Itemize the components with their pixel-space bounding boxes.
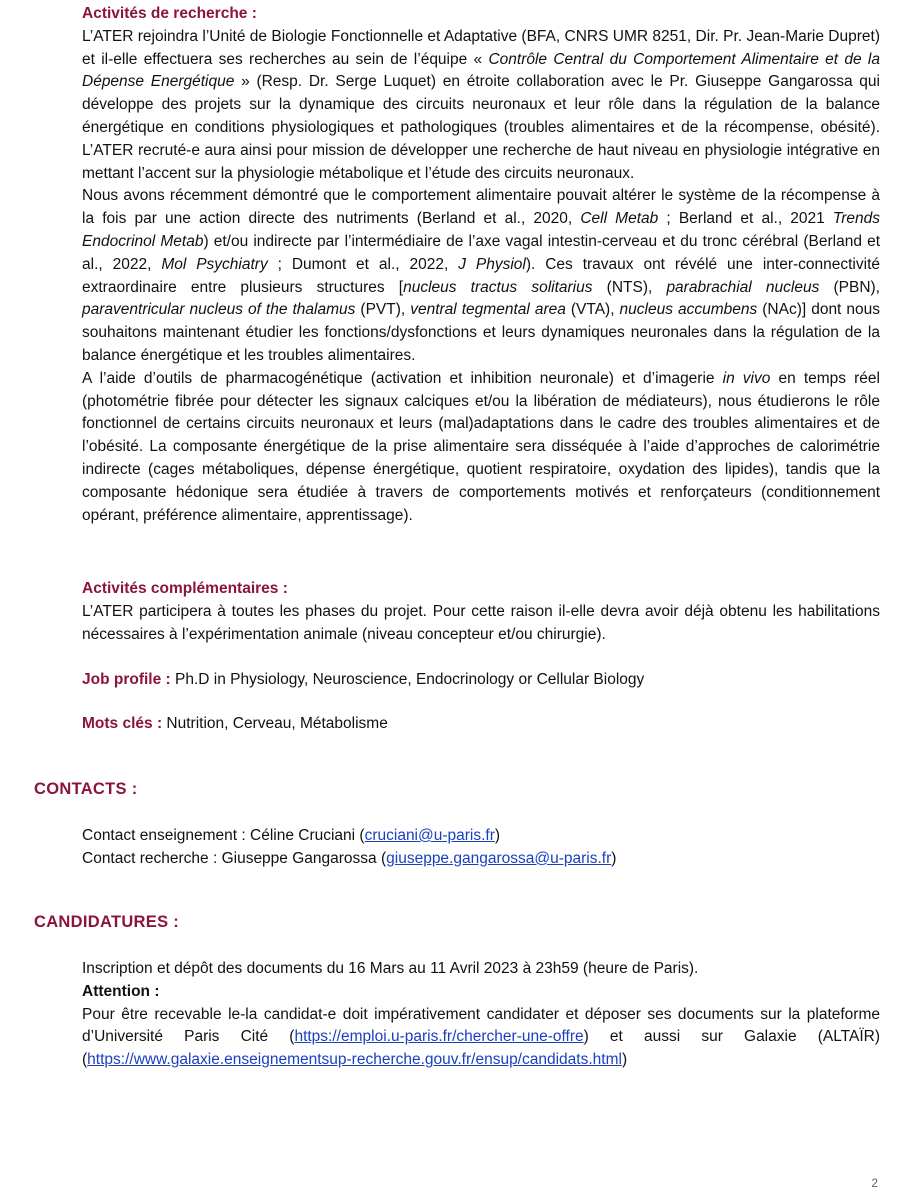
text-run: (NTS), xyxy=(592,278,667,296)
text-run: (VTA), xyxy=(565,301,620,319)
italic-text-run: in vivo xyxy=(722,369,771,387)
text-run: L’ATER rejoindra l’Unité de Biologie Fonctionnelle et Adaptative (BFA, CNRS UMR 8251, Dir. Pr. Jean-Marie Dupret) et il-elle effectuera ses recherches au sein de l’équipe « xyxy=(82,27,880,68)
italic-text-run: parabrachial nucleus xyxy=(666,278,820,296)
text-run: ; Berland et al., 2021 xyxy=(658,210,833,228)
italic-text-run: J Physiol xyxy=(458,255,526,273)
contact-research-email-link[interactable]: giuseppe.gangarossa@u-paris.fr xyxy=(386,849,612,867)
text-run: (PVT), xyxy=(355,301,411,319)
keywords-text: Nutrition, Cerveau, Métabolisme xyxy=(162,715,388,732)
job-profile-label: Job profile : xyxy=(82,671,171,688)
italic-text-run: nucleus accumbens xyxy=(619,301,758,319)
contacts-list xyxy=(82,825,880,871)
job-profile xyxy=(82,669,880,692)
text-run: en temps réel (photométrie fibrée pour détecter les signaux calciques et/ou la libération de médiateurs), nous étudierons le rôle fonctionnel de certains circuits neuronaux et leurs (mal)adaptations dans le cadre des troubles alimentaires et de l’obésité. La composante énergétique de la prise alimentaire sera disséquée à l’aide d’approches de calorimétrie indirecte (cages métaboliques, dépense énergétique, quotient respiratoire, oxydation des lipides), tandis que la composante hédonique sera étudiée à travers de comportements motivés et renforçateurs (conditionnement opérant, préférence alimentaire, apprentissage). xyxy=(82,369,880,524)
applications-title: CANDIDATURES : xyxy=(34,913,180,931)
italic-text-run: Cell Metab xyxy=(580,210,659,228)
italic-text-run: nucleus tractus solitarius xyxy=(403,278,593,296)
applications-instructions xyxy=(82,1004,880,1072)
contact-research-label: Contact recherche : Giuseppe Gangarossa ( xyxy=(82,849,387,867)
text-run: ) et/ou indirecte par l’intermédiaire de l’axe vagal intestin-cerveau et du tronc cérébral (Berland et al., 2022, xyxy=(82,232,881,273)
contact-research xyxy=(82,848,880,871)
page-number: 2 xyxy=(871,1176,878,1190)
text-run: A l’aide d’outils de pharmacogénétique (activation et inhibition neuronale) et d’imagerie xyxy=(82,369,723,387)
text-run: (NAc)] dont nous souhaitons maintenant étudier les fonctions/dysfonctions et leurs dynamiques neuronales dans la régulation de la balance énergétique et les troubles alimentaires. xyxy=(82,301,880,364)
applications-text-b: ) et aussi sur Galaxie (ALTAÏR) ( xyxy=(82,1028,880,1069)
italic-text-run: Contrôle Central du Comportement Alimentaire et de la Dépense Energétique xyxy=(82,50,880,91)
applications-attention: Attention : xyxy=(82,982,160,1000)
job-profile-text: Ph.D in Physiology, Neuroscience, Endocrinology or Cellular Biology xyxy=(170,671,645,688)
applications-body xyxy=(82,958,880,1072)
italic-text-run: paraventricular nucleus of the thalamus xyxy=(82,301,356,319)
text-run: ). Ces travaux ont révélé une inter-connectivité extraordinaire entre plusieurs structures [ xyxy=(82,255,880,296)
text-run: ; Dumont et al., 2022, xyxy=(267,255,459,273)
applications-link-upc[interactable]: https://emploi.u-paris.fr/chercher-une-offre xyxy=(294,1028,584,1046)
text-run: Nous avons récemment démontré que le comportement alimentaire pouvait altérer le système de la récompense à la fois par une action directe des nutriments (Berland et al., 2020, xyxy=(82,187,880,228)
italic-text-run: Trends Endocrinol Metab xyxy=(82,210,880,250)
applications-dates: Inscription et dépôt des documents du 16 Mars au 11 Avril 2023 à 23h59 (heure de Paris). xyxy=(82,960,699,977)
complementary-section xyxy=(82,578,880,646)
research-heading: Activités de recherche : xyxy=(82,5,257,22)
text-run: (PBN), xyxy=(819,278,880,296)
text-run: » (Resp. Dr. Serge Luquet) en étroite collaboration avec le Pr. Giuseppe Gangarossa qui développe des projets sur la dynamique des circuits neuronaux et leur rôle dans la régulation de la balance énergétique en conditions physiologiques et pathologiques (troubles alimentaires et de la récompense, obésité). L’ATER recruté-e aura ainsi pour mission de développer une recherche de haut niveau en physiologie intégrative en mettant l’accent sur la physiologie métabolique et l’étude des circuits neuronaux. xyxy=(82,73,880,182)
keywords xyxy=(82,713,880,736)
contacts-title: CONTACTS : xyxy=(34,780,138,798)
research-section xyxy=(82,3,880,527)
contact-research-close: ) xyxy=(611,849,617,867)
research-paragraph-3 xyxy=(82,368,880,528)
contact-teaching-label: Contact enseignement : Céline Cruciani ( xyxy=(82,827,365,844)
contact-teaching-close: ) xyxy=(494,827,501,844)
italic-text-run: Mol Psychiatry xyxy=(161,255,268,273)
applications-link-galaxie[interactable]: https://www.galaxie.enseignementsup-recherche.gouv.fr/ensup/candidats.html xyxy=(87,1051,622,1069)
research-paragraph-2 xyxy=(82,185,880,367)
keywords-label: Mots clés : xyxy=(82,715,163,732)
italic-text-run: ventral tegmental area xyxy=(410,301,566,319)
applications-text-c: ) xyxy=(621,1051,628,1069)
contact-teaching-email-link[interactable]: cruciani@u-paris.fr xyxy=(364,827,495,844)
research-paragraph-1 xyxy=(82,26,880,186)
contact-teaching xyxy=(82,825,880,848)
applications-text-a: Pour être recevable le-la candidat-e doit impérativement candidater et déposer ses documents sur la plateforme d’Université Paris Cité ( xyxy=(82,1005,880,1046)
complementary-text: L’ATER participera à toutes les phases du projet. Pour cette raison il-elle devra avoir déjà obtenu les habilitations nécessaires à l’expérimentation animale (niveau concepteur et/ou chirurgie). xyxy=(82,602,880,643)
complementary-heading: Activités complémentaires : xyxy=(82,580,288,597)
